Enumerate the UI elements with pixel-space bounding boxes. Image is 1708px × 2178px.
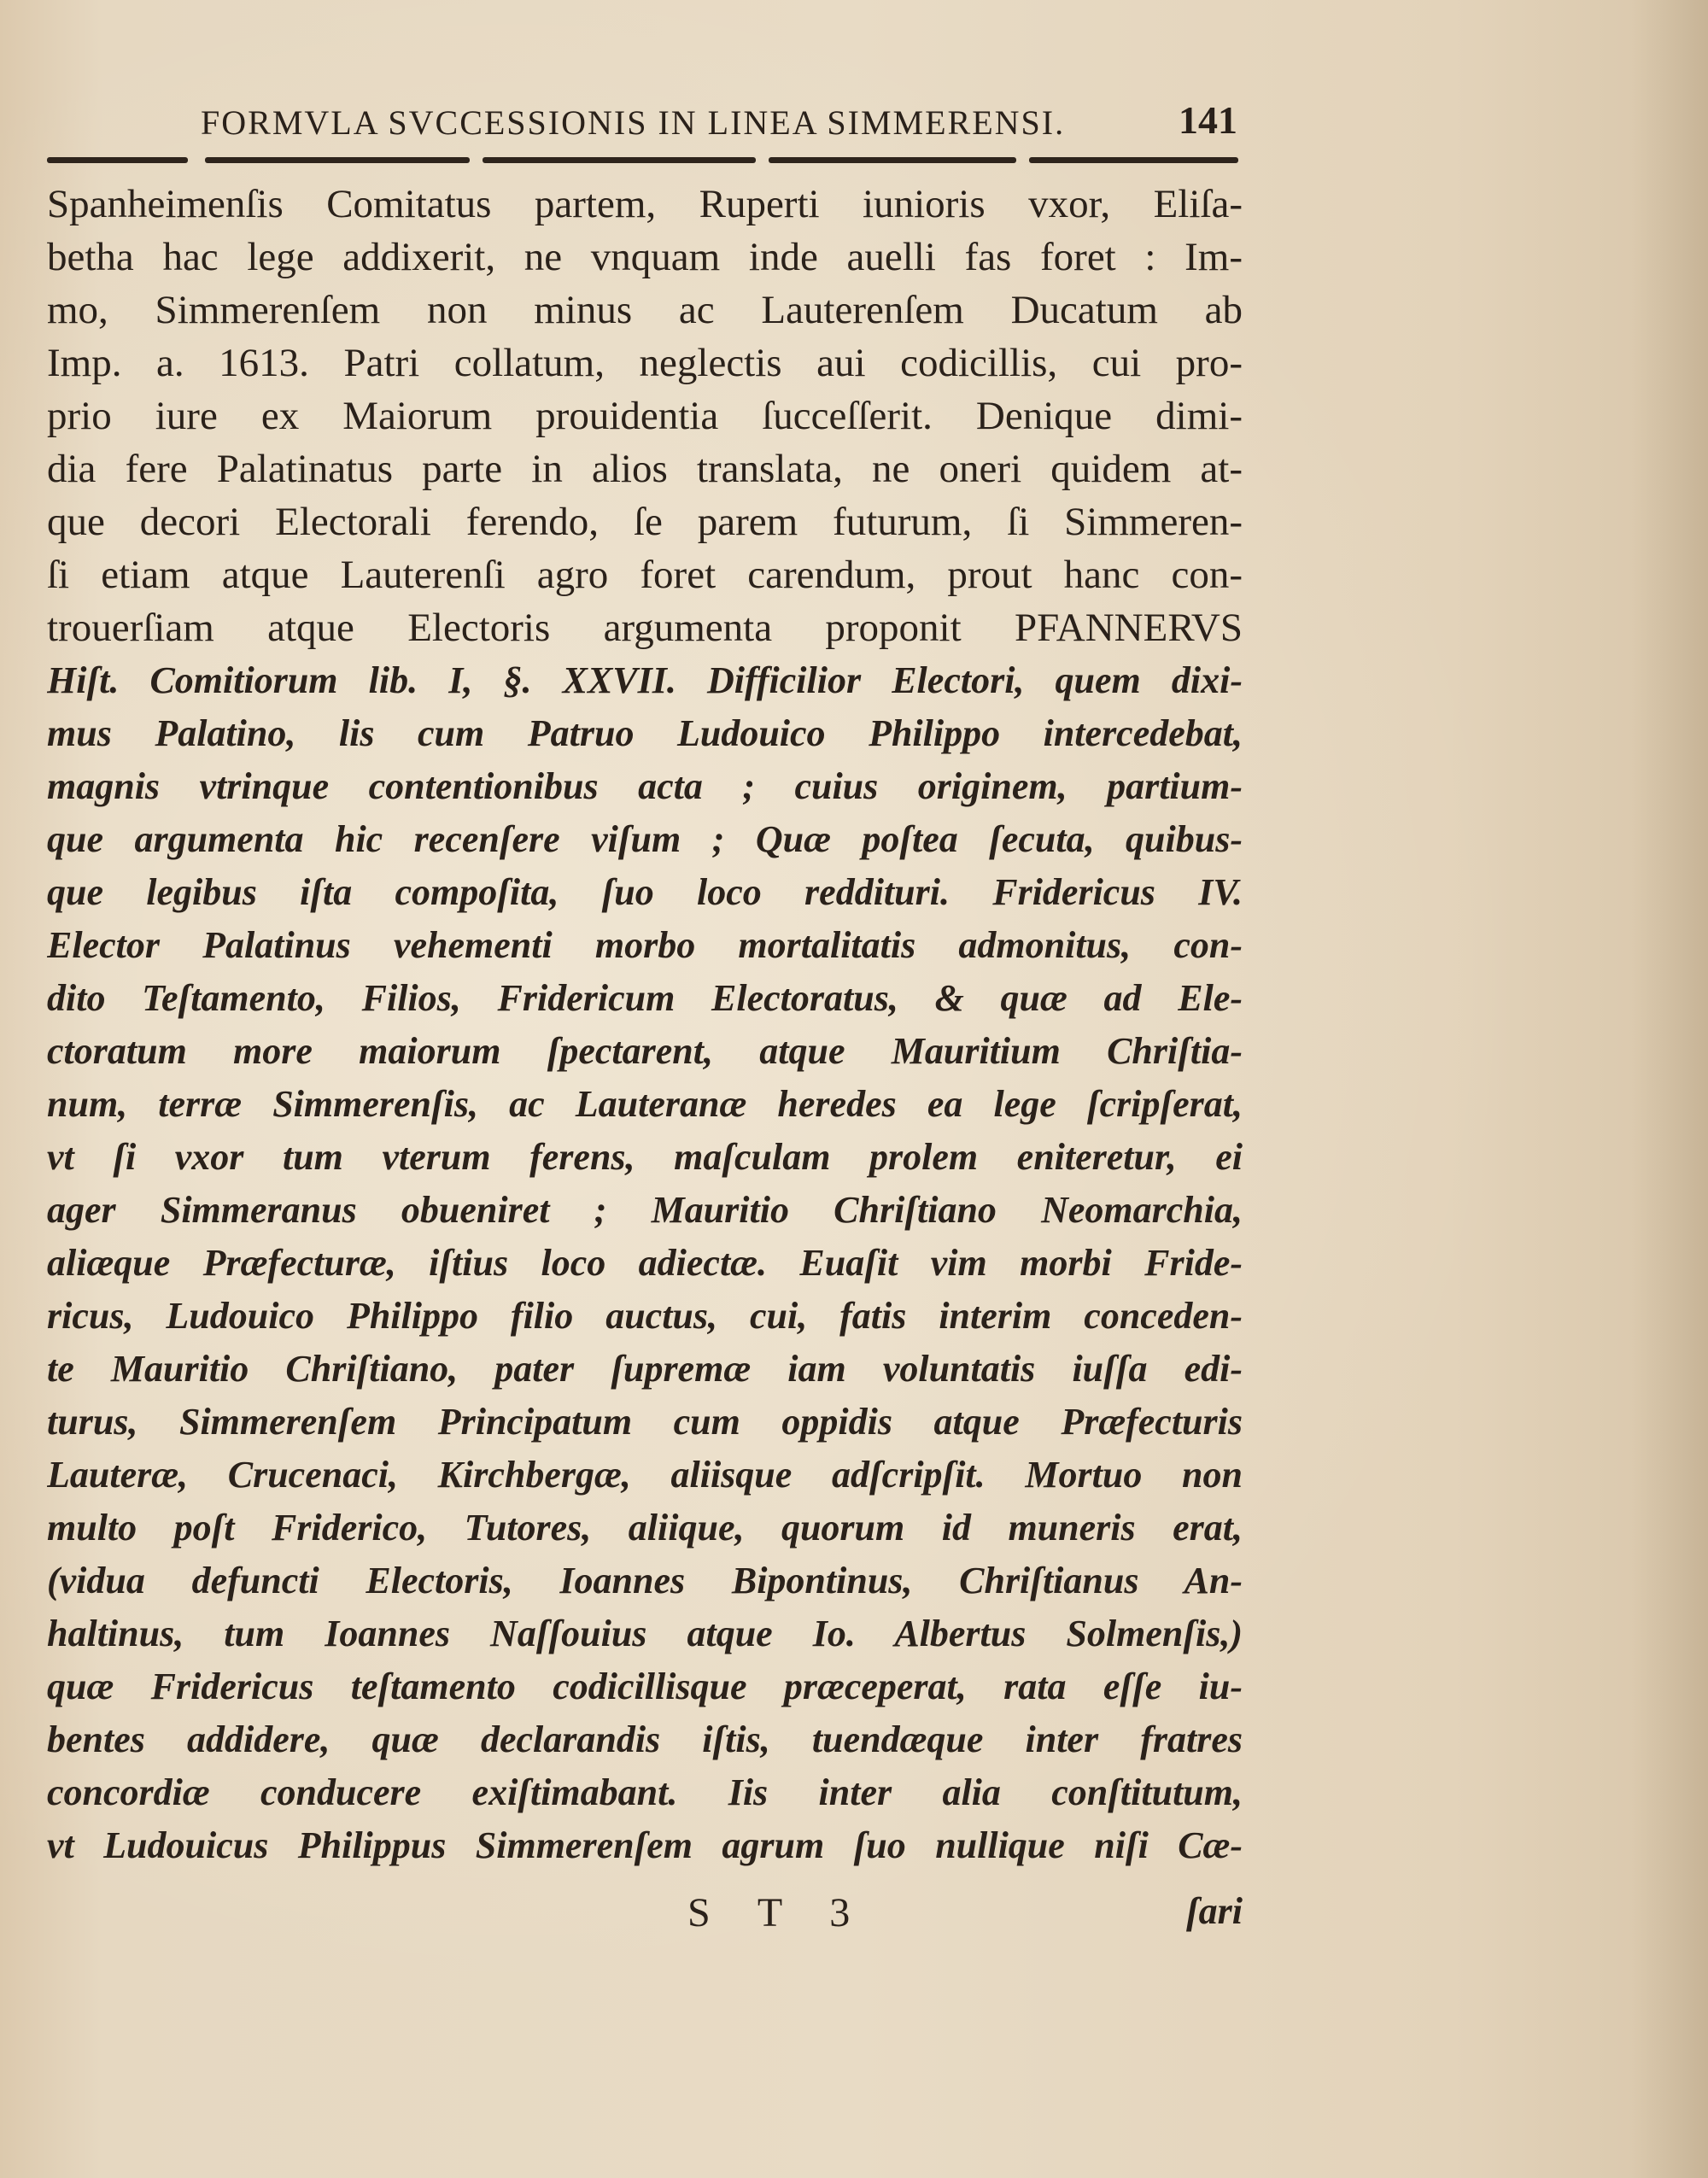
text-line: mus Palatino, lis cum Patruo Ludouico Philippo intercedebat, (47, 712, 1243, 754)
body-text (47, 178, 1243, 1872)
text-line: dito Teſtamento, Filios, Fridericum Electoratus, & quæ ad Ele- (47, 977, 1243, 1019)
text-line: turus, Simmerenſem Principatum cum oppidis atque Præfecturis (47, 1401, 1243, 1443)
text-line: concordiæ conducere exiſtimabant. Iis inter alia conſtitutum, (47, 1771, 1243, 1813)
text-line: que legibus iſta compoſita, ſuo loco reddituri. Fridericus IV. (47, 871, 1243, 913)
text-line: betha hac lege addixerit, ne vnquam inde auelli fas foret : Im- (47, 235, 1243, 279)
rule-segment (1029, 157, 1238, 163)
rule-segment (483, 157, 756, 163)
text-line: quæ Fridericus teſtamento codicillisque præceperat, rata eſſe iu- (47, 1666, 1243, 1707)
text-line: num, terræ Simmerenſis, ac Lauteranæ heredes ea lege ſcripſerat, (47, 1083, 1243, 1125)
text-line: vt ſi vxor tum vterum ferens, maſculam prolem eniteretur, ei (47, 1136, 1243, 1178)
text-line: bentes addidere, quæ declarandis iſtis, tuendæque inter fratres (47, 1718, 1243, 1760)
text-line: magnis vtrinque contentionibus acta ; cuius originem, partium- (47, 765, 1243, 807)
rule-segment (47, 157, 188, 163)
header-rule (47, 157, 1238, 164)
catchword: ſari (1186, 1890, 1243, 1932)
text-line: mo, Simmerenſem non minus ac Lauterenſem Ducatum ab (47, 288, 1243, 332)
text-line: te Mauritio Chriſtiano, pater ſupremæ iam voluntatis iuſſa edi- (47, 1348, 1243, 1390)
text-line: vt Ludouicus Philippus Simmerenſem agrum ſuo nullique niſi Cæ- (47, 1824, 1243, 1866)
text-line: Lauteræ, Crucenaci, Kirchbergæ, aliisque adſcripſit. Mortuo non (47, 1454, 1243, 1496)
running-title: FORMVLA SVCCESSIONIS IN LINEA SIMMERENSI. (201, 103, 1066, 142)
text-line: (vidua defuncti Electoris, Ioannes Bipontinus, Chriſtianus An- (47, 1560, 1243, 1601)
text-line: prio iure ex Maiorum prouidentia ſucceſſerit. Denique dimi- (47, 394, 1243, 438)
text-line: trouerſiam atque Electoris argumenta proponit PFANNERVS (47, 606, 1243, 650)
text-line: Hiſt. Comitiorum lib. I, §. XXVII. Difficilior Electori, quem dixi- (47, 659, 1243, 701)
text-line: Elector Palatinus vehementi morbo mortalitatis admonitus, con- (47, 924, 1243, 966)
text-line: que decori Electorali ferendo, ſe parem futurum, ſi Simmeren- (47, 500, 1243, 544)
text-line: Imp. a. 1613. Patri collatum, neglectis aui codicillis, cui pro- (47, 341, 1243, 385)
text-line: ager Simmeranus obueniret ; Mauritio Chriſtiano Neomarchia, (47, 1189, 1243, 1231)
text-line: dia fere Palatinatus parte in alios translata, ne oneri quidem at- (47, 447, 1243, 491)
text-line: ſi etiam atque Lauterenſi agro foret carendum, prout hanc con- (47, 553, 1243, 597)
page-edge-shadow (1631, 0, 1708, 2178)
text-line: haltinus, tum Ioannes Naſſouius atque Io. Albertus Solmenſis,) (47, 1613, 1243, 1654)
page-header (47, 96, 1243, 147)
signature-mark: S T 3 (687, 1890, 869, 1935)
page-footer (47, 1889, 1243, 1949)
rule-segment (769, 157, 1016, 163)
text-line: aliæque Præfecturæ, iſtius loco adiectæ. Euaſit vim morbi Fride- (47, 1242, 1243, 1284)
text-line: ctoratum more maiorum ſpectarent, atque Mauritium Chriſtia- (47, 1030, 1243, 1072)
text-line: ricus, Ludouico Philippo filio auctus, cui, fatis interim conceden- (47, 1295, 1243, 1337)
text-line: Spanheimenſis Comitatus partem, Ruperti iunioris vxor, Eliſa- (47, 182, 1243, 226)
rule-segment (205, 157, 470, 163)
page-number: 141 (1179, 98, 1237, 142)
text-line: multo poſt Friderico, Tutores, aliique, quorum id muneris erat, (47, 1507, 1243, 1549)
text-line: que argumenta hic recenſere viſum ; Quæ poſtea ſecuta, quibus- (47, 818, 1243, 860)
